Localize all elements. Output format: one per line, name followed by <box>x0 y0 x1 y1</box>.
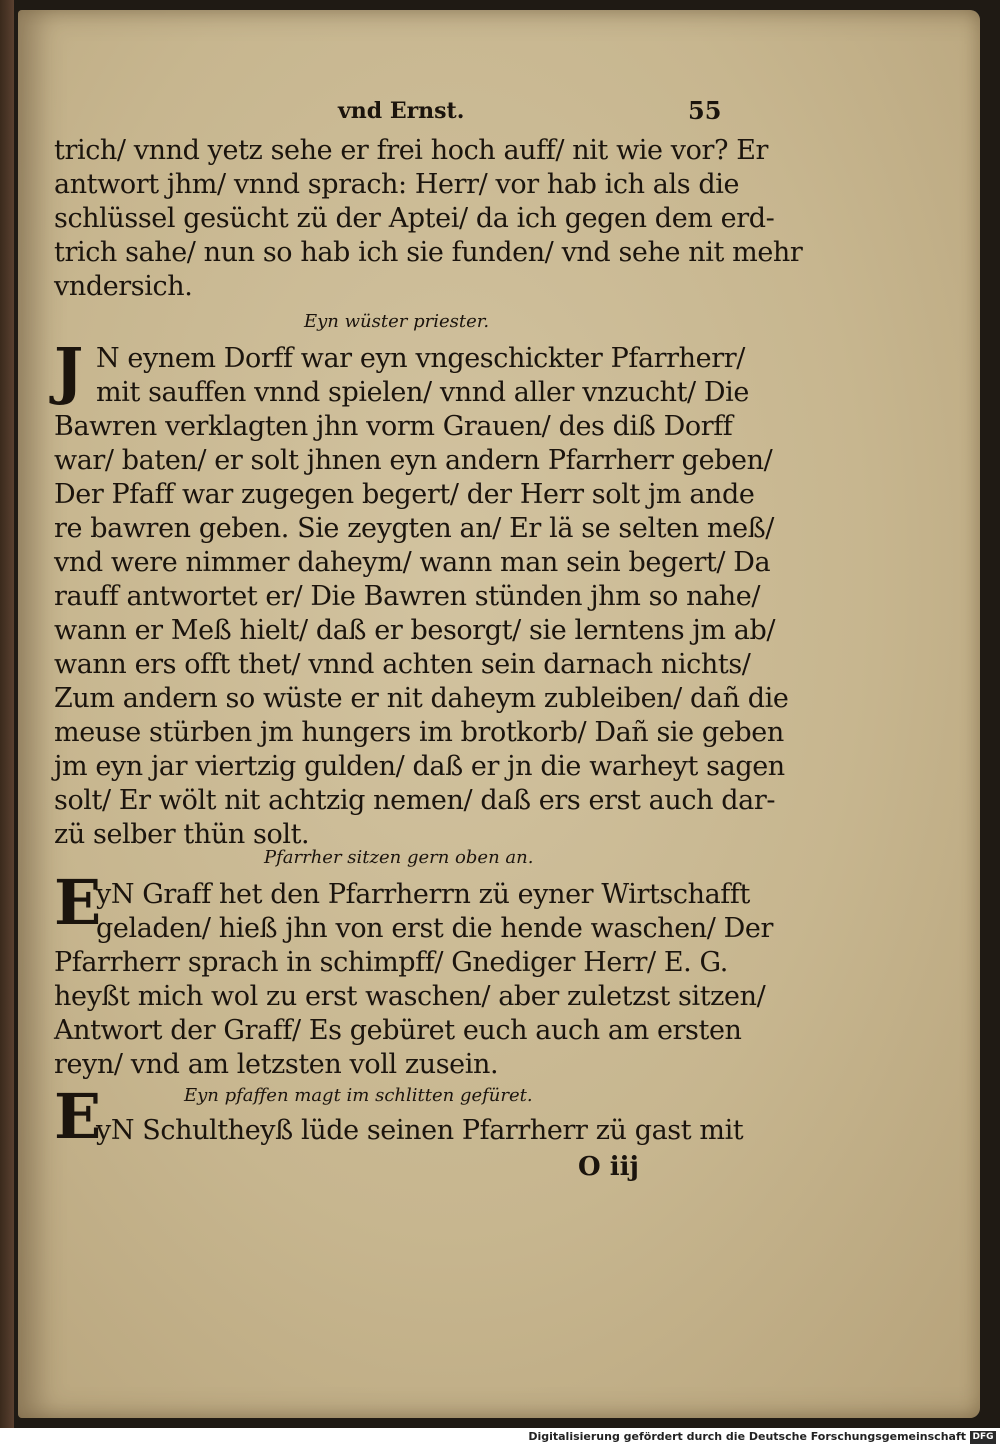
funding-notice: Digitalisierung gefördert durch die Deutsche Forschungsgemeinschaft <box>528 1430 966 1443</box>
dfg-logo: DFG <box>970 1431 996 1444</box>
initial-letter: E <box>54 1080 102 1153</box>
text-line: schlüssel gesücht zü der Aptei/ da ich gegen dem erd- <box>54 203 775 234</box>
text-line: reyn/ vnd am letzsten voll zusein. <box>54 1049 499 1080</box>
text-line: rauff antwortet er/ Die Bawren stünden jhm so nahe/ <box>54 581 761 612</box>
text-line: trich sahe/ nun so hab ich sie funden/ vnd sehe nit mehr <box>54 237 803 268</box>
text-line: geladen/ hieß jhn von erst die hende waschen/ Der <box>96 913 773 944</box>
paper-page <box>18 10 980 1418</box>
text-line: jm eyn jar viertzig gulden/ daß er jn die warheyt sagen <box>54 751 785 782</box>
text-line: re bawren geben. Sie zeygten an/ Er lä se selten meß/ <box>54 513 775 544</box>
text-line: solt/ Er wölt nit achtzig nemen/ daß ers erst auch dar- <box>54 785 776 816</box>
page-number: 55 <box>688 96 722 125</box>
text-line: antwort jhm/ vnnd sprach: Herr/ vor hab ich als die <box>54 169 740 200</box>
text-line: wann er Meß hielt/ daß er besorgt/ sie lerntens jm ab/ <box>54 615 776 646</box>
text-line: war/ baten/ er solt jhnen eyn andern Pfarrherr geben/ <box>54 445 773 476</box>
text-line: trich/ vnnd yetz sehe er frei hoch auff/ nit wie vor? Er <box>54 135 769 166</box>
footer-bar <box>0 1428 1000 1448</box>
text-line: vnd were nimmer daheym/ wann man sein begert/ Da <box>54 547 771 578</box>
text-line: vndersich. <box>54 271 193 302</box>
text-line: meuse stürben jm hungers im brotkorb/ Dañ sie geben <box>54 717 784 748</box>
initial-letter: J <box>54 334 84 407</box>
section-heading: Pfarrher sitzen gern oben an. <box>264 847 534 868</box>
section-heading: Eyn pfaffen magt im schlitten gefüret. <box>184 1085 533 1106</box>
text-line: yN Graff het den Pfarrherrn zü eyner Wirtschafft <box>96 879 750 910</box>
text-line: heyßt mich wol zu erst waschen/ aber zuletzst sitzen/ <box>54 981 766 1012</box>
text-line: Zum andern so wüste er nit daheym zubleiben/ dañ die <box>54 683 789 714</box>
running-head: vnd Ernst. <box>338 98 465 124</box>
text-line: wann ers offt thet/ vnnd achten sein darnach nichts/ <box>54 649 751 680</box>
text-line: yN Schultheyß lüde seinen Pfarrherr zü gast mit <box>96 1115 744 1146</box>
section-heading: Eyn wüster priester. <box>304 311 490 332</box>
signature-mark: O iij <box>578 1152 639 1182</box>
initial-letter: E <box>54 866 102 939</box>
text-line: Der Pfaff war zugegen begert/ der Herr solt jm ande <box>54 479 755 510</box>
text-line: Pfarrherr sprach in schimpff/ Gnediger Herr/ E. G. <box>54 947 728 978</box>
text-line: Bawren verklagten jhn vorm Grauen/ des diß Dorff <box>54 411 733 442</box>
text-line: N eynem Dorff war eyn vngeschickter Pfarrherr/ <box>96 343 745 374</box>
text-line: mit sauffen vnnd spielen/ vnnd aller vnzucht/ Die <box>96 377 749 408</box>
text-line: zü selber thün solt. <box>54 819 310 850</box>
book-binding-edge <box>0 0 14 1428</box>
text-line: Antwort der Graff/ Es gebüret euch auch am ersten <box>54 1015 742 1046</box>
